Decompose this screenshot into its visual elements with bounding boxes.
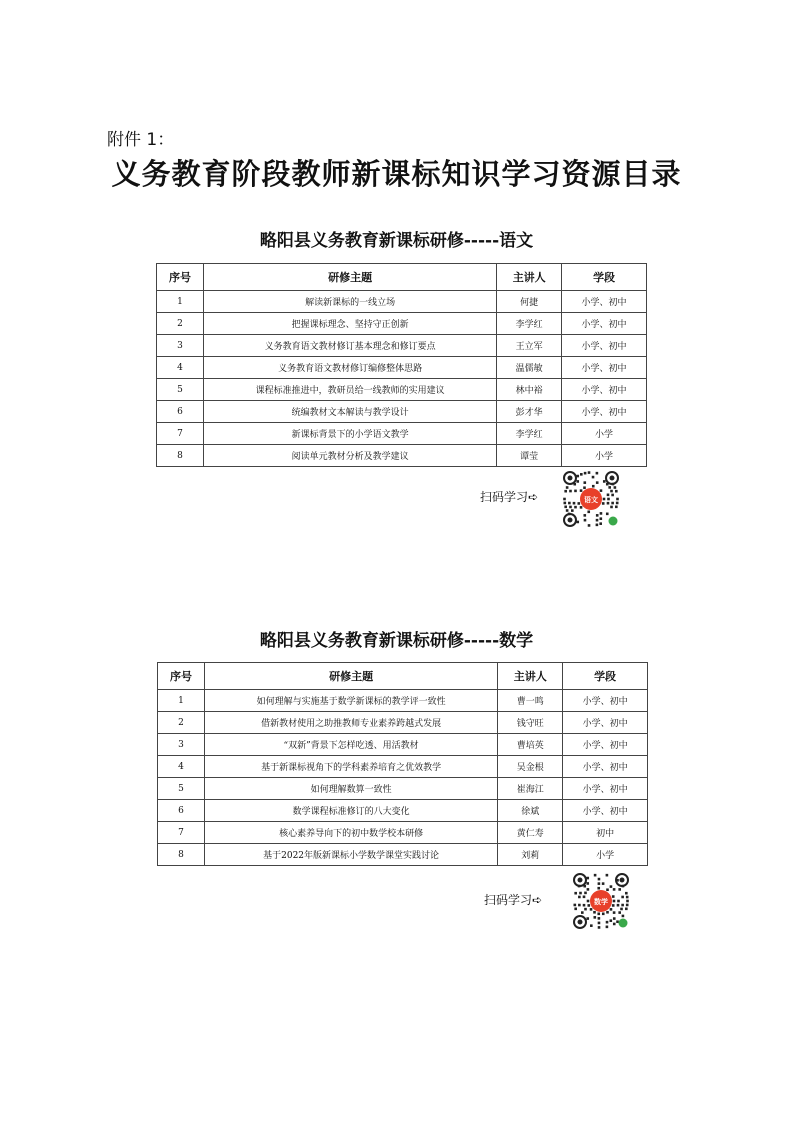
qr-finder-dot xyxy=(568,518,573,523)
cell-topic: 课程标准推进中，教研员给一线教师的实用建议 xyxy=(203,379,496,401)
cell-index: 1 xyxy=(157,291,204,313)
scan-to-learn-label: 扫码学习➪ xyxy=(480,490,539,504)
qr-dot xyxy=(584,472,587,475)
qr-dot xyxy=(618,911,621,914)
qr-dot xyxy=(625,908,628,911)
chinese-table-body xyxy=(157,291,647,467)
qr-dot xyxy=(600,512,603,515)
cell-topic: 把握课标理念、坚持守正创新 xyxy=(203,313,496,335)
cell-speaker: 王立军 xyxy=(497,335,562,357)
qr-dot xyxy=(614,486,617,489)
qr-dot xyxy=(569,490,572,493)
qr-finder-dot xyxy=(578,920,583,925)
mini-program-icon xyxy=(609,517,618,526)
qr-dot xyxy=(610,885,613,888)
qr-dot xyxy=(569,506,572,509)
qr-dot xyxy=(615,490,618,493)
qr-dot xyxy=(612,904,615,907)
qr-dot xyxy=(596,514,599,517)
cell-speaker: 崔海江 xyxy=(498,778,563,800)
qr-dot xyxy=(596,472,599,475)
qr-dot xyxy=(580,506,583,509)
qr-dot xyxy=(596,519,599,522)
qr-dot xyxy=(586,882,589,885)
qr-dot xyxy=(596,481,599,484)
cell-index: 4 xyxy=(157,357,204,379)
cell-speaker: 徐斌 xyxy=(498,800,563,822)
qr-dot xyxy=(626,900,629,903)
qr-dot xyxy=(573,502,576,505)
cell-level: 初中 xyxy=(563,822,648,844)
qr-dot xyxy=(606,874,609,877)
cell-level: 小学、初中 xyxy=(563,690,648,712)
qr-center-label: 数学 xyxy=(594,898,608,906)
qr-dot xyxy=(617,904,620,907)
cell-index: 8 xyxy=(158,844,205,866)
qr-dot xyxy=(587,888,590,891)
cell-speaker: 黄仁寿 xyxy=(498,822,563,844)
qr-dot xyxy=(607,498,610,501)
qr-dot xyxy=(600,489,603,492)
cell-topic: “双新”背景下怎样吃透、用活教材 xyxy=(204,734,497,756)
section-title: 略阳县义务教育新课标研修-----数学 xyxy=(259,631,534,651)
qr-dot xyxy=(613,911,616,914)
table-row xyxy=(158,844,648,866)
qr-dot xyxy=(606,921,609,924)
cell-speaker: 李学红 xyxy=(497,423,562,445)
cell-level: 小学、初中 xyxy=(562,335,647,357)
qr-dot xyxy=(580,489,583,492)
cell-level: 小学、初中 xyxy=(562,357,647,379)
cell-index: 7 xyxy=(158,822,205,844)
qr-dot xyxy=(578,896,581,899)
cell-level: 小学、初中 xyxy=(563,756,648,778)
cell-topic: 解读新课标的一线立场 xyxy=(203,291,496,313)
col-header-topic: 研修主题 xyxy=(204,663,497,690)
qr-dot xyxy=(603,498,606,501)
qr-dot xyxy=(607,502,610,505)
cell-index: 7 xyxy=(157,423,204,445)
table-row xyxy=(158,800,648,822)
qr-dot xyxy=(584,892,587,895)
cell-topic: 基于2022年版新课标小学数学课堂实践讨论 xyxy=(204,844,497,866)
cell-speaker: 温儒敏 xyxy=(497,357,562,379)
table-row xyxy=(157,423,647,445)
qr-dot xyxy=(578,904,581,907)
table-row xyxy=(157,335,647,357)
cell-topic: 基于新课标视角下的学科素养培育之优效教学 xyxy=(204,756,497,778)
qr-dot xyxy=(598,917,601,920)
cell-index: 8 xyxy=(157,445,204,467)
cell-index: 2 xyxy=(157,313,204,335)
cell-level: 小学 xyxy=(563,844,648,866)
qr-dot xyxy=(581,911,584,914)
qr-dot xyxy=(602,913,605,916)
table-header-row xyxy=(158,663,648,690)
qr-dot xyxy=(580,473,583,476)
qr-dot xyxy=(610,919,613,922)
qr-dot xyxy=(583,481,586,484)
cell-topic: 如何理解与实施基于数学新课标的教学评一致性 xyxy=(204,690,497,712)
cell-topic: 数学课程标准修订的八大变化 xyxy=(204,800,497,822)
scan-to-learn-label: 扫码学习➪ xyxy=(484,893,543,907)
cell-speaker: 刘莉 xyxy=(498,844,563,866)
qr-dot xyxy=(626,904,629,907)
qr-dot xyxy=(583,486,586,489)
qr-dot xyxy=(588,471,591,474)
qr-dot xyxy=(566,486,569,489)
qr-dot xyxy=(610,490,613,493)
qr-dot xyxy=(621,904,624,907)
qr-dot xyxy=(590,924,593,927)
table-row xyxy=(157,291,647,313)
qr-dot xyxy=(571,509,574,512)
qr-dot xyxy=(588,524,591,527)
qr-dot xyxy=(615,506,618,509)
col-header-index: 序号 xyxy=(157,264,204,291)
col-header-index: 序号 xyxy=(158,663,205,690)
cell-speaker: 李学红 xyxy=(497,313,562,335)
math-table xyxy=(157,662,648,866)
cell-topic: 新课标背景下的小学语文教学 xyxy=(203,423,496,445)
qr-dot xyxy=(568,502,571,505)
qr-dot xyxy=(574,506,577,509)
qr-dot xyxy=(598,922,601,925)
qr-dot xyxy=(596,524,599,527)
table-row xyxy=(158,778,648,800)
col-header-topic: 研修主题 xyxy=(203,264,496,291)
table-row xyxy=(157,379,647,401)
cell-level: 小学、初中 xyxy=(563,734,648,756)
cell-index: 3 xyxy=(157,335,204,357)
qr-dot xyxy=(626,896,629,899)
cell-level: 小学、初中 xyxy=(563,800,648,822)
qr-dot xyxy=(563,498,566,501)
qr-dot xyxy=(574,892,577,895)
qr-dot xyxy=(598,878,601,881)
cell-speaker: 彭才华 xyxy=(497,401,562,423)
qr-dot xyxy=(574,908,577,911)
qr-dot xyxy=(587,900,590,903)
qr-dot xyxy=(592,476,595,479)
qr-dot xyxy=(607,494,610,497)
cell-index: 6 xyxy=(158,800,205,822)
qr-center-label: 语文 xyxy=(584,496,598,504)
section-math xyxy=(0,628,793,654)
qr-dot xyxy=(594,874,597,877)
qr-dot xyxy=(602,502,605,505)
attachment-label: 附件 1： xyxy=(107,130,175,150)
qr-dot xyxy=(608,486,611,489)
table-row xyxy=(157,401,647,423)
qr-finder-dot xyxy=(568,476,573,481)
cell-speaker: 吴金根 xyxy=(498,756,563,778)
cell-level: 小学、初中 xyxy=(563,778,648,800)
mini-program-icon xyxy=(619,919,628,928)
qr-dot xyxy=(564,490,567,493)
qr-dot xyxy=(597,913,600,916)
qr-dot xyxy=(574,490,577,493)
cell-index: 3 xyxy=(158,734,205,756)
section-chinese xyxy=(0,228,793,254)
qr-dot xyxy=(598,882,601,885)
qr-dot xyxy=(616,498,619,501)
qr-dot xyxy=(606,926,609,929)
page-title: 义务教育阶段教师新课标知识学习资源目录 xyxy=(111,157,682,191)
cell-level: 小学、初中 xyxy=(562,291,647,313)
table-row xyxy=(158,734,648,756)
qr-dot xyxy=(583,896,586,899)
cell-speaker: 曹一鸣 xyxy=(498,690,563,712)
cell-speaker: 谭莹 xyxy=(497,445,562,467)
qr-dot xyxy=(587,511,590,514)
cell-level: 小学、初中 xyxy=(562,379,647,401)
table-row xyxy=(158,712,648,734)
qr-finder-dot xyxy=(610,476,615,481)
cell-topic: 如何理解数算一致性 xyxy=(204,778,497,800)
qr-dot xyxy=(611,494,614,497)
qr-dot xyxy=(618,888,621,891)
qr-code-chinese[interactable] xyxy=(560,468,622,530)
qr-dot xyxy=(579,892,582,895)
qr-dot xyxy=(625,892,628,895)
cell-speaker: 何捷 xyxy=(497,291,562,313)
col-header-speaker: 主讲人 xyxy=(497,264,562,291)
qr-dot xyxy=(603,480,606,483)
qr-dot xyxy=(597,887,600,890)
qr-dot xyxy=(599,522,602,525)
chinese-table xyxy=(156,263,647,467)
cell-index: 5 xyxy=(158,778,205,800)
section-title: 略阳县义务教育新课标研修-----语文 xyxy=(259,231,534,251)
qr-code-math[interactable] xyxy=(570,870,632,932)
qr-dot xyxy=(592,485,595,488)
cell-index: 2 xyxy=(158,712,205,734)
qr-dot xyxy=(617,900,620,903)
qr-dot xyxy=(598,926,601,929)
qr-dot xyxy=(602,882,605,885)
qr-dot xyxy=(612,895,615,898)
cell-index: 5 xyxy=(157,379,204,401)
cell-level: 小学、初中 xyxy=(562,401,647,423)
cell-topic: 借新教材使用之助推教师专业素养跨越式发展 xyxy=(204,712,497,734)
cell-index: 4 xyxy=(158,756,205,778)
qr-dot xyxy=(593,911,596,914)
table-row xyxy=(158,690,648,712)
qr-dot xyxy=(621,896,624,899)
qr-dot xyxy=(610,506,613,509)
cell-index: 1 xyxy=(158,690,205,712)
cell-topic: 统编教材文本解读与教学设计 xyxy=(203,401,496,423)
math-table-body xyxy=(158,690,648,866)
cell-level: 小学、初中 xyxy=(562,313,647,335)
cell-level: 小学 xyxy=(562,423,647,445)
qr-dot xyxy=(606,911,609,914)
qr-dot xyxy=(586,917,589,920)
qr-dot xyxy=(574,904,577,907)
qr-dot xyxy=(620,908,623,911)
qr-dot xyxy=(622,915,625,918)
qr-finder-dot xyxy=(578,878,583,883)
qr-dot xyxy=(577,502,580,505)
table-row xyxy=(157,445,647,467)
qr-dot xyxy=(606,888,609,891)
table-row xyxy=(157,357,647,379)
cell-speaker: 林中裕 xyxy=(497,379,562,401)
cell-level: 小学 xyxy=(562,445,647,467)
qr-dot xyxy=(566,509,569,512)
cell-topic: 阅读单元教材分析及教学建议 xyxy=(203,445,496,467)
col-header-level: 学段 xyxy=(563,663,648,690)
qr-dot xyxy=(583,514,586,517)
cell-level: 小学、初中 xyxy=(563,712,648,734)
table-row xyxy=(158,756,648,778)
qr-dot xyxy=(590,908,593,911)
cell-topic: 义务教育语文教材修订基本理念和修订要点 xyxy=(203,335,496,357)
col-header-speaker: 主讲人 xyxy=(498,663,563,690)
cell-speaker: 曹培英 xyxy=(498,734,563,756)
qr-dot xyxy=(611,502,614,505)
qr-dot xyxy=(564,506,567,509)
qr-dot xyxy=(564,502,567,505)
qr-dot xyxy=(600,517,603,520)
qr-dot xyxy=(584,908,587,911)
table-row xyxy=(157,313,647,335)
qr-dot xyxy=(613,923,616,926)
qr-dot xyxy=(613,900,616,903)
col-header-level: 学段 xyxy=(562,264,647,291)
qr-dot xyxy=(583,904,586,907)
qr-dot xyxy=(616,920,619,923)
qr-dot xyxy=(613,917,616,920)
cell-topic: 核心素养导向下的初中数学校本研修 xyxy=(204,822,497,844)
table-row xyxy=(158,822,648,844)
cell-speaker: 钱守旺 xyxy=(498,712,563,734)
qr-dot xyxy=(576,480,579,483)
table-header-row xyxy=(157,264,647,291)
qr-dot xyxy=(587,904,590,907)
qr-dot xyxy=(616,502,619,505)
qr-dot xyxy=(584,519,587,522)
qr-dot xyxy=(610,908,613,911)
qr-dot xyxy=(606,513,609,516)
qr-dot xyxy=(613,888,616,891)
cell-index: 6 xyxy=(157,401,204,423)
qr-finder-dot xyxy=(620,878,625,883)
cell-topic: 义务教育语文教材修订编修整体思路 xyxy=(203,357,496,379)
qr-dot xyxy=(593,916,596,919)
